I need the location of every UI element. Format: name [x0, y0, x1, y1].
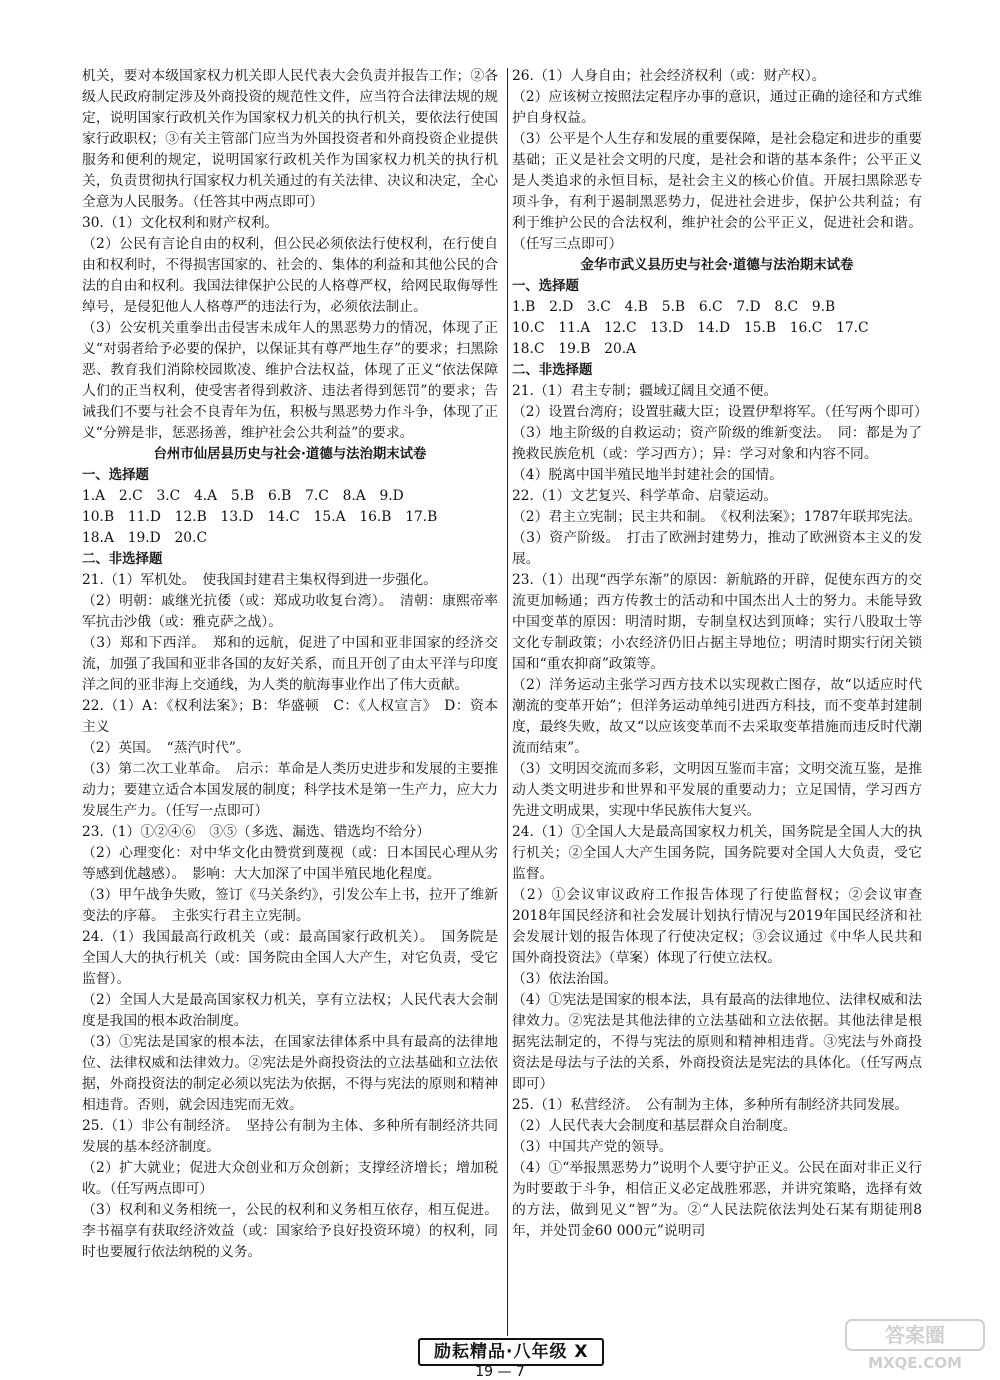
answer-paragraph: 21.（1）军机处。 使我国封建君主集权得到进一步强化。 — [82, 572, 437, 588]
answer-paragraph: （4）脱离中国半殖民地半封建社会的国情。 — [512, 467, 783, 483]
answer-paragraph: 18.C 19.B 20.A — [512, 341, 637, 357]
answer-paragraph: （3）①宪法是国家的根本法，在国家法律体系中具有最高的法律地位、法律权威和法律效力。②宪法是外商投资法的立法基础和立法依据，外商投资法的制定必须以宪法为依据，不得与宪法的原则和精神相违背。否则，就会因违宪而无效。 — [82, 1034, 498, 1113]
answer-paragraph: 1.B 2.D 3.C 4.B 5.B 6.C 7.D 8.C 9.B — [512, 299, 836, 315]
answer-paragraph: 24.（1）①全国人大是最高国家权力机关，国务院是全国人大的执行机关；②全国人大产生国务院，国务院要对全国人大负责，受它监督。 — [512, 824, 922, 882]
answer-paragraph: 10.B 11.D 12.B 13.D 14.C 15.A 16.B 17.B — [82, 509, 438, 525]
left-column — [82, 66, 498, 1263]
answer-paragraph: （2）英国。 “蒸汽时代”。 — [82, 740, 250, 756]
answer-paragraph: 23.（1）①②④⑥ ③⑤（多选、漏选、错选均不给分） — [82, 824, 431, 840]
answer-paragraph: （3）第二次工业革命。 启示：革命是人类历史进步和发展的主要推动力；要建立适合本国发展的制度；科学技术是第一生产力，应大力发展生产力。（任写一点即可） — [82, 761, 498, 819]
answer-paragraph: （3）中国共产党的领导。 — [512, 1139, 673, 1155]
answer-paragraph: 23.（1）出现“西学东渐”的原因：新航路的开辟，促使东西方的交流更加畅通；西方传教士的活动和中国杰出人士的努力。未能导致中国变革的原因：明清时期，专制皇权达到顶峰；实行八股取士等文化专制政策；小农经济仍旧占据主导地位；明清时期实行闭关锁国和“重农抑商”政策等。 — [512, 572, 922, 672]
answer-paragraph: 21.（1）君主专制；疆域辽阔且交通不便。 — [512, 383, 778, 399]
answer-paragraph: （3）郑和下西洋。 郑和的远航，促进了中国和亚非国家的经济交流，加强了我国和亚非各国的友好关系，而且开创了由太平洋与印度洋之间的亚非海上交通线，为人类的航海事业作出了伟大贡献。 — [82, 635, 498, 693]
answer-paragraph: （2）君主立宪制；民主共和制。 《权利法案》；1787年联邦宪法。 — [512, 509, 922, 525]
answer-paragraph: （2）心理变化：对中华文化由赞赏到蔑视（或：日本国民心理从劣等感到优越感）。 影响：大大加深了中国半殖民地化程度。 — [82, 845, 498, 882]
answer-paragraph: （3）公平是个人生存和发展的重要保障，是社会稳定和进步的重要基础；正义是社会文明的尺度，是社会和谐的基本条件；公平正义是人类追求的永恒目标，是社会主义的核心价值。开展扫黑除恶专项斗争，有利于遏制黑恶势力，促进社会进步，保护公共利益；有利于维护公民的合法权利，维护社会的公平正义，促进社会和谐。（任写三点即可） — [512, 131, 922, 252]
answer-paragraph: （3）公安机关重拳出击侵害未成年人的黑恶势力的情况，体现了正义“对弱者给予必要的保护，以保证其有尊严地生存”的要求；扫黑除恶、教育我们消除校园欺凌、维护合法权益，体现了正义“依法保障人们的正当权利，使受害者得到救济、违法者得到惩罚”的要求；告诫我们不要与社会不良青年为伍，积极与黑恶势力作斗争，体现了正义“分辨是非，惩恶扬善，维护社会公共利益”的要求。 — [82, 320, 498, 441]
watermark-logo — [840, 1318, 990, 1374]
column-divider — [507, 68, 508, 1336]
answer-paragraph: 25.（1）私营经济。 公有制为主体，多种所有制经济共同发展。 — [512, 1097, 909, 1113]
answer-paragraph: （3）权利和义务相统一，公民的权利和义务相互依存，相互促进。李书福享有获取经济效益（或：国家给予良好投资环境）的权利，同时也要履行依法纳税的义务。 — [82, 1202, 498, 1260]
answer-paragraph: （2）公民有言论自由的权利，但公民必须依法行使权利，在行使自由和权利时，不得损害国家的、社会的、集体的利益和其他公民的合法的自由和权利。我国法律保护公民的人格尊严权，给网民取侮辱性绰号，是侵犯他人人格尊严的违法行为，必须依法制止。 — [82, 236, 498, 315]
answer-paragraph: （2）洋务运动主张学习西方技术以实现救亡图存，故“以适应时代潮流的变革开始”；但洋务运动单纯引进西方科技，而不变革封建制度，最终失败，故又“以应该变革而不去采取变革措施而违反时代潮流而结束”。 — [512, 677, 922, 756]
section-heading: 金华市武义县历史与社会·道德与法治期末试卷 — [580, 258, 854, 273]
answer-paragraph: 24.（1）我国最高行政机关（或：最高国家行政机关）。 国务院是全国人大的执行机关（或：国务院由全国人大产生，对它负责，受它监督）。 — [82, 929, 498, 987]
answer-paragraph: （2）人民代表大会制度和基层群众自治制度。 — [512, 1118, 797, 1134]
subsection-heading: 二、非选择题 — [512, 363, 593, 378]
answer-paragraph: 10.C 11.A 12.C 13.D 14.D 15.B 16.C 17.C — [512, 320, 869, 336]
answer-paragraph: （3）资产阶级。 打击了欧洲封建势力，推动了欧洲资本主义的发展。 — [512, 530, 922, 567]
answer-paragraph: （4）①“举报黑恶势力”说明个人要守护正义。公民在面对非正义行为时要敢于斗争，相信正义必定战胜邪恶，并讲究策略，选择有效的方法，做到见义“智”为。②“人民法院依法判处石某有期徒刑8年，并处罚金60 000元”说明司 — [512, 1160, 922, 1239]
answer-paragraph: 机关，要对本级国家权力机关即人民代表大会负责并报告工作；②各级人民政府制定涉及外商投资的规范性文件，应当符合法律法规的规定，说明国家行政机关作为国家权力机关的执行机关，要依法行使国家行政职权；③有关主管部门应当为外国投资者和外商投资企业提供服务和便利的规定，说明国家行政机关作为国家权力机关的执行机关，负责贯彻执行国家权力机关通过的有关法律、决议和决定，全心全意为人民服务。（任答其中两点即可） — [82, 68, 498, 210]
right-column — [512, 66, 928, 1242]
section-heading: 台州市仙居县历史与社会·道德与法治期末试卷 — [153, 447, 427, 462]
subsection-heading: 二、非选择题 — [82, 552, 163, 567]
answer-paragraph: （2）应该树立按照法定程序办事的意识，通过正确的途径和方式维护自身权益。 — [512, 89, 922, 126]
answer-paragraph: （2）设置台湾府；设置驻藏大臣；设置伊犁将军。（任写两个即可） — [512, 404, 928, 420]
answer-paragraph: （4）①宪法是国家的根本法，具有最高的法律地位、法律权威和法律效力。②宪法是其他法律的立法基础和立法依据。其他法律是根据宪法制定的，不得与宪法的原则和精神相违背。③宪法与外商投资法是母法与子法的关系，外商投资法是宪法的具体化。（任写两点即可） — [512, 992, 922, 1092]
answer-paragraph: （3）依法治国。 — [512, 971, 618, 987]
book-title-badge: 励耘精品·八年级 X — [418, 1338, 604, 1366]
answer-paragraph: 26.（1）人身自由；社会经济权利（或：财产权）。 — [512, 68, 826, 84]
answer-paragraph: （2）明朝：戚继光抗倭（或：郑成功收复台湾）。 清朝：康熙帝率军抗击沙俄（或：雅克萨之战）。 — [82, 593, 498, 630]
subsection-heading: 一、选择题 — [512, 279, 579, 294]
watermark-logo-text: 答案圈 — [885, 1323, 945, 1347]
answer-paragraph: （3）地主阶级的自救运动；资产阶级的维新变法。 同：都是为了挽救民族危机（或：学习西方）；异：学习对象和内容不同。 — [512, 425, 922, 462]
answer-paragraph: （3）甲午战争失败，签订《马关条约》，引发公车上书，拉开了维新变法的序幕。 主张实行君主立宪制。 — [82, 887, 498, 924]
answer-paragraph: （2）全国人大是最高国家权力机关，享有立法权；人民代表大会制度是我国的根本政治制度。 — [82, 992, 498, 1029]
watermark-url: MXQE.COM — [868, 1354, 962, 1372]
answer-paragraph: 22.（1）A：《权利法案》；B：华盛顿 C：《人权宣言》 D：资本主义 — [82, 698, 498, 735]
answer-paragraph: 30.（1）文化权利和财产权利。 — [82, 215, 279, 231]
answer-paragraph: （2）扩大就业；促进大众创业和万众创新；支撑经济增长；增加税收。（任写两点即可） — [82, 1160, 498, 1197]
answer-paragraph: 18.A 19.D 20.C — [82, 530, 208, 546]
subsection-heading: 一、选择题 — [82, 468, 149, 483]
answer-paragraph: 25.（1）非公有制经济。 坚持公有制为主体、多种所有制经济共同发展的基本经济制度。 — [82, 1118, 498, 1155]
page-number: 19 — 7 — [475, 1364, 525, 1380]
answer-paragraph: 22.（1）文艺复兴、科学革命、启蒙运动。 — [512, 488, 778, 504]
answer-paragraph: （3）文明因交流而多彩，文明因互鉴而丰富；文明交流互鉴，是推动人类文明进步和世界和平发展的重要动力；立足国情，学习西方先进文明成果，实现中华民族伟大复兴。 — [512, 761, 922, 819]
answer-paragraph: （2）①会议审议政府工作报告体现了行使监督权；②会议审查2018年国民经济和社会发展计划执行情况与2019年国民经济和社会发展计划的报告体现了行使决定权；③会议通过《中华人民共和国外商投资法》（草案）体现了行使立法权。 — [512, 887, 922, 966]
answer-paragraph: 1.A 2.C 3.C 4.A 5.B 6.B 7.C 8.A 9.D — [82, 488, 404, 504]
